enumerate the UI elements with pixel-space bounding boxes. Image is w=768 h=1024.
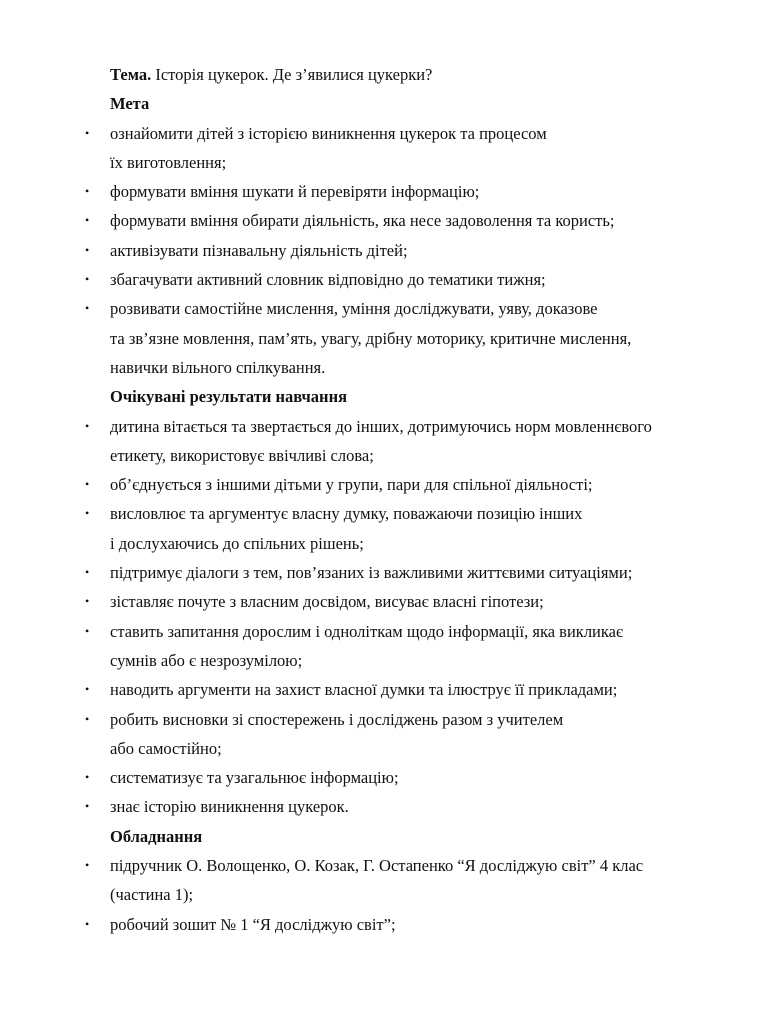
bullet-icon: • xyxy=(85,799,90,814)
bullet-icon: • xyxy=(85,565,90,580)
bullet-icon: • xyxy=(85,916,90,931)
list-item-text: розвивати самостійне мислення, уміння досліджувати, уяву, доказове xyxy=(110,299,598,319)
list-item-text: навички вільного спілкування. xyxy=(110,357,326,377)
list-item-line xyxy=(0,236,768,265)
bullet-icon: • xyxy=(85,594,90,609)
list-item xyxy=(0,206,768,235)
list-item-text: сумнів або є незрозумілою; xyxy=(110,650,303,670)
bullet-icon: • xyxy=(85,242,90,257)
list-item-line xyxy=(0,675,768,704)
results-heading-line xyxy=(0,382,768,411)
list-item xyxy=(0,412,768,471)
bullet-icon: • xyxy=(85,682,90,697)
list-item xyxy=(0,910,768,939)
list-item xyxy=(0,558,768,587)
list-item xyxy=(0,675,768,704)
list-item-text: їх виготовлення; xyxy=(110,152,227,172)
list-item-line xyxy=(0,705,768,734)
list-item-line xyxy=(0,646,768,675)
list-item-line xyxy=(0,353,768,382)
list-item xyxy=(0,265,768,294)
bullet-icon: • xyxy=(85,418,90,433)
topic-line xyxy=(0,60,768,89)
list-item-text: ознайомити дітей з історією виникнення цукерок та процесом xyxy=(110,123,547,143)
bullet-icon: • xyxy=(85,858,90,873)
equipment-list xyxy=(0,851,768,939)
list-item-text: висловлює та аргументує власну думку, поважаючи позицію інших xyxy=(110,504,583,524)
list-item-text: ставить запитання дорослим і одноліткам щодо інформації, яка викликає xyxy=(110,621,624,641)
list-item-line xyxy=(0,499,768,528)
topic-text: Історія цукерок. Де з’явилися цукерки? xyxy=(151,65,433,84)
list-item xyxy=(0,236,768,265)
goal-heading-line xyxy=(0,89,768,118)
results-heading: Очікувані результати навчання xyxy=(110,387,348,407)
list-item xyxy=(0,119,768,178)
topic-label: Тема. xyxy=(110,65,152,84)
list-item-text: підтримує діалоги з тем, пов’язаних із важливими життєвими ситуаціями; xyxy=(110,563,633,583)
list-item-line xyxy=(0,910,768,939)
bullet-icon: • xyxy=(85,770,90,785)
list-item-line xyxy=(0,734,768,763)
list-item-line xyxy=(0,294,768,323)
list-item-text: збагачувати активний словник відповідно до тематики тижня; xyxy=(110,270,546,290)
list-item-text: або самостійно; xyxy=(110,738,222,758)
list-item-line xyxy=(0,763,768,792)
results-list xyxy=(0,412,768,822)
list-item-text: та зв’язне мовлення, пам’ять, увагу, дрібну моторику, критичне мислення, xyxy=(110,328,632,348)
list-item xyxy=(0,792,768,821)
list-item-line xyxy=(0,441,768,470)
list-item-text: (частина 1); xyxy=(110,885,194,905)
list-item-line xyxy=(0,587,768,616)
goal-heading: Мета xyxy=(110,94,150,114)
list-item-line xyxy=(0,412,768,441)
list-item-line xyxy=(0,206,768,235)
bullet-icon: • xyxy=(85,125,90,140)
list-item xyxy=(0,705,768,764)
list-item-line xyxy=(0,148,768,177)
list-item-line xyxy=(0,119,768,148)
list-item-text: формувати вміння обирати діяльність, яка несе задоволення та користь; xyxy=(110,211,615,231)
bullet-icon: • xyxy=(85,301,90,316)
list-item-text: об’єднується з іншими дітьми у групи, пари для спільної діяльності; xyxy=(110,475,593,495)
bullet-icon: • xyxy=(85,477,90,492)
list-item-text: знає історію виникнення цукерок. xyxy=(110,797,349,817)
list-item-text: активізувати пізнавальну діяльність дітей; xyxy=(110,240,408,260)
list-item-text: і дослухаючись до спільних рішень; xyxy=(110,533,364,553)
bullet-icon: • xyxy=(85,623,90,638)
list-item-line xyxy=(0,880,768,909)
list-item-line xyxy=(0,265,768,294)
list-item-line xyxy=(0,529,768,558)
equipment-heading: Обладнання xyxy=(110,826,203,846)
equipment-heading-line xyxy=(0,822,768,851)
list-item-text: зіставляє почуте з власним досвідом, висуває власні гіпотези; xyxy=(110,592,544,612)
bullet-icon: • xyxy=(85,272,90,287)
list-item xyxy=(0,587,768,616)
bullet-icon: • xyxy=(85,213,90,228)
list-item-line xyxy=(0,558,768,587)
list-item-line xyxy=(0,617,768,646)
list-item-text: етикету, використовує ввічливі слова; xyxy=(110,445,374,465)
document-page xyxy=(0,60,768,939)
bullet-icon: • xyxy=(85,184,90,199)
list-item-line xyxy=(0,851,768,880)
list-item-text: робить висновки зі спостережень і досліджень разом з учителем xyxy=(110,709,564,729)
list-item xyxy=(0,499,768,558)
goal-list xyxy=(0,119,768,383)
list-item-line xyxy=(0,177,768,206)
list-item-text: систематизує та узагальнює інформацію; xyxy=(110,768,399,788)
bullet-icon: • xyxy=(85,506,90,521)
list-item xyxy=(0,763,768,792)
list-item xyxy=(0,851,768,910)
list-item-line xyxy=(0,324,768,353)
list-item-text: дитина вітається та звертається до інших, дотримуючись норм мовленнєвого xyxy=(110,416,652,436)
list-item-text: підручник О. Волощенко, О. Козак, Г. Остапенко “Я досліджую світ” 4 клас xyxy=(110,856,644,876)
bullet-icon: • xyxy=(85,711,90,726)
list-item xyxy=(0,470,768,499)
list-item xyxy=(0,617,768,676)
list-item-line xyxy=(0,470,768,499)
list-item-line xyxy=(0,792,768,821)
list-item xyxy=(0,294,768,382)
list-item xyxy=(0,177,768,206)
list-item-text: наводить аргументи на захист власної думки та ілюструє її прикладами; xyxy=(110,680,618,700)
list-item-text: робочий зошит № 1 “Я досліджую світ”; xyxy=(110,914,396,934)
list-item-text: формувати вміння шукати й перевіряти інформацію; xyxy=(110,182,480,202)
